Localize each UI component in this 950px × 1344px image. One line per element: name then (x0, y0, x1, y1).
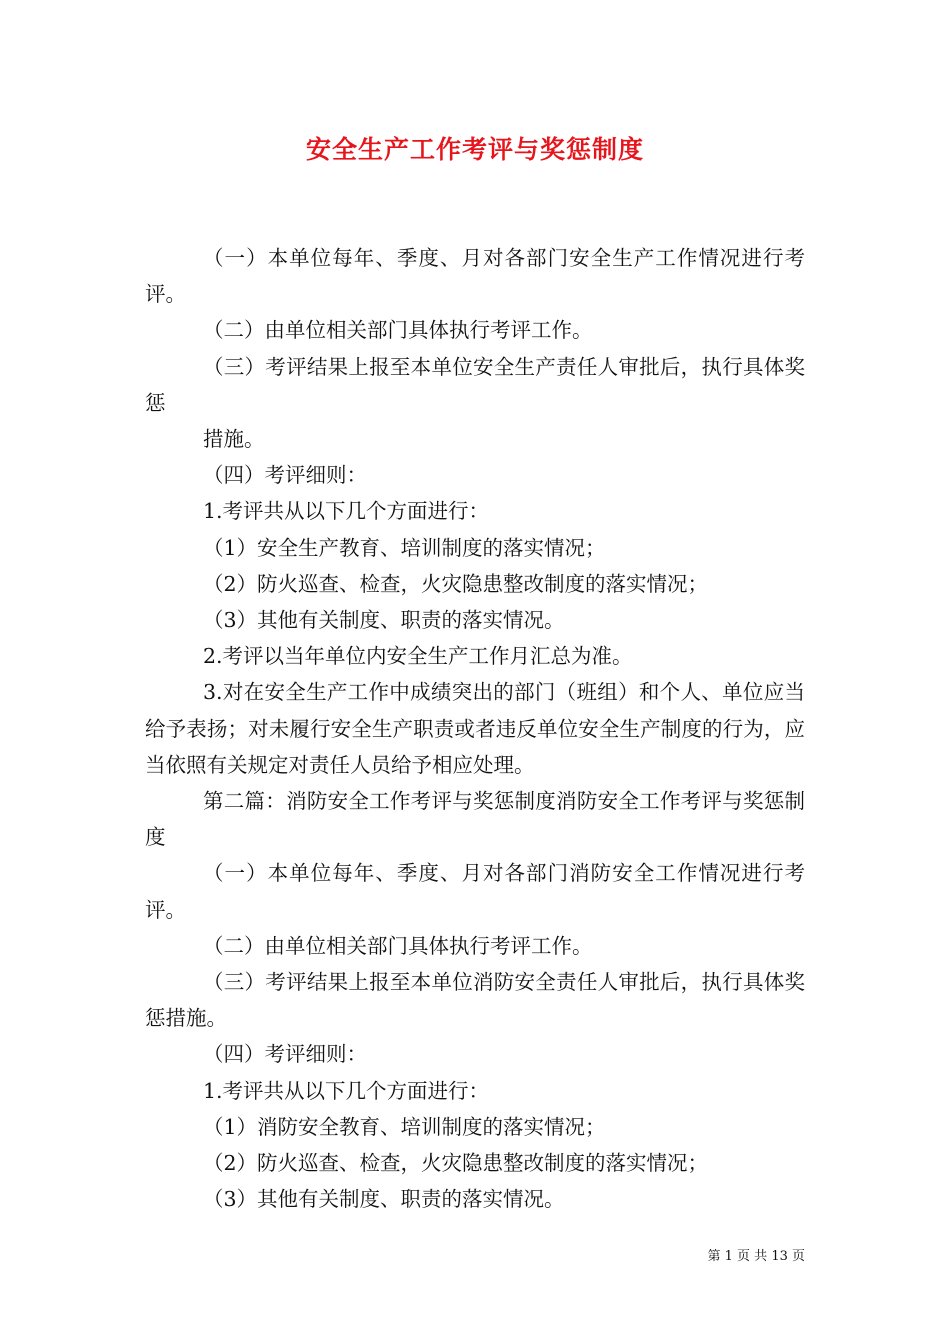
paragraph: （2）防火巡查、检查，火灾隐患整改制度的落实情况； (203, 1151, 709, 1176)
paragraph: 1.考评共从以下几个方面进行： (203, 499, 490, 524)
paragraph: （3）其他有关制度、职责的落实情况。 (203, 608, 565, 633)
paragraph: 2.考评以当年单位内安全生产工作月汇总为准。 (203, 644, 633, 669)
paragraph: （一）本单位每年、季度、月对各部门安全生产工作情况进行考评。 (145, 246, 805, 307)
page-number: 第 1 页 共 13 页 (707, 1249, 805, 1264)
section-heading: 第二篇：消防安全工作考评与奖惩制度消防安全工作考评与奖惩制度 (145, 789, 805, 850)
paragraph: （1）消防安全教育、培训制度的落实情况； (203, 1114, 606, 1139)
paragraph: （3）其他有关制度、职责的落实情况。 (203, 1187, 565, 1212)
paragraph: （2）防火巡查、检查，火灾隐患整改制度的落实情况； (203, 571, 709, 596)
paragraph: 措施。 (203, 427, 265, 452)
paragraph: 3.对在安全生产工作中成绩突出的部门（班组）和个人、单位应当给予表扬；对未履行安全生产职责或者违反单位安全生产制度的行为，应当依照有关规定对责任人员给予相应处理。 (145, 680, 805, 777)
paragraph: （一）本单位每年、季度、月对各部门消防安全工作情况进行考评。 (145, 861, 805, 922)
paragraph: （四）考评细则： (203, 463, 367, 488)
paragraph: （1）安全生产教育、培训制度的落实情况； (203, 535, 606, 560)
document-title: 安全生产工作考评与奖惩制度 (305, 135, 644, 164)
paragraph: （四）考评细则： (203, 1042, 367, 1067)
paragraph: （三）考评结果上报至本单位安全生产责任人审批后，执行具体奖惩 (145, 354, 805, 415)
paragraph: （二）由单位相关部门具体执行考评工作。 (203, 933, 593, 958)
paragraph: 1.考评共从以下几个方面进行： (203, 1078, 490, 1103)
paragraph: （三）考评结果上报至本单位消防安全责任人审批后，执行具体奖惩措施。 (145, 970, 805, 1031)
paragraph: （二）由单位相关部门具体执行考评工作。 (203, 318, 593, 343)
document-body (145, 240, 805, 1217)
